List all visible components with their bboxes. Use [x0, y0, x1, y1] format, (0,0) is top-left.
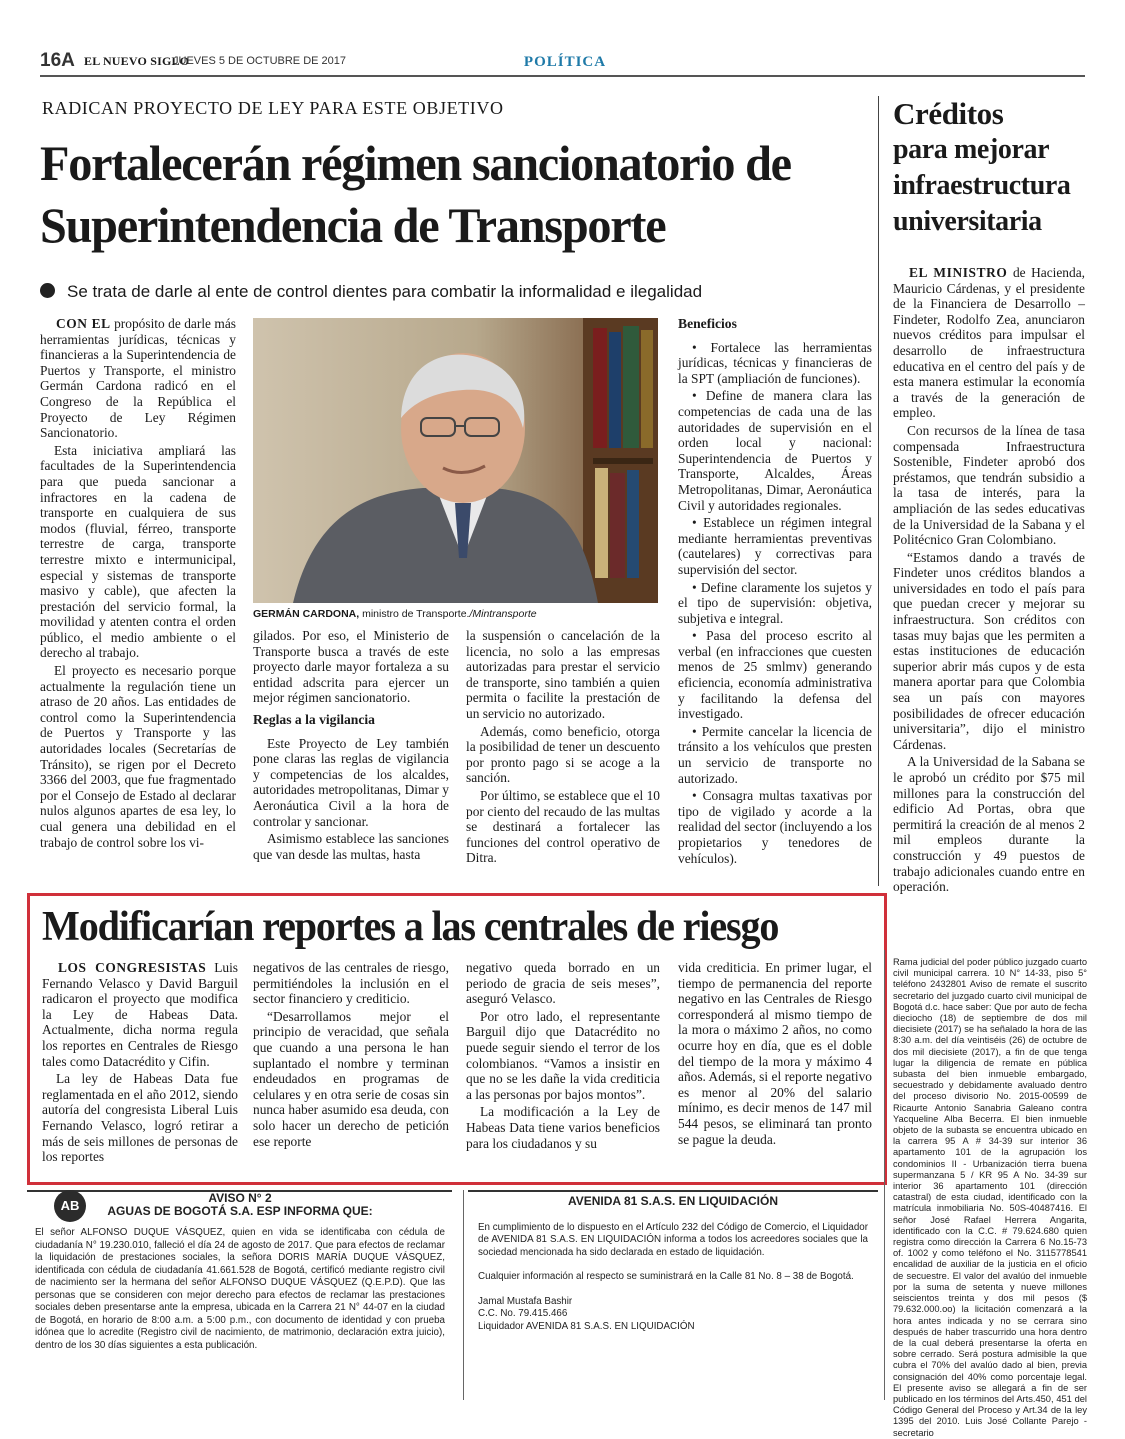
newspaper-name: EL NUEVO SIGLO	[84, 54, 190, 68]
ad-body: En cumplimiento de lo dispuesto en el Artículo 232 del Código de Comercio, el Liquidador de AVENIDA 81 S.A.S. EN LIQUIDACIÓN informa a todos los acreedores sociales que la sociedad mencionada ha sido declarada en estado de liquidación.	[478, 1221, 868, 1258]
paragraph: El proyecto es necesario porque actualmente la regulación tiene un atraso de 20 años. Las entidades de control como la Superintendencia de Puertos y Transporte y las autoridades locales (Secretarías de Tránsito), se rigen por el Decreto 3366 del 2003, que fue fragmentado por el Consejo de Estado al declarar nulos algunos apartes de esa ley, lo cual genera una debilidad en el trabajo de control sobre los vi-	[40, 663, 236, 850]
ad-title: AVISO N° 2	[208, 1191, 272, 1205]
section-label: POLÍTICA	[523, 54, 607, 70]
article-headline: Fortalecerán régimen sancionatorio de Superintendencia de Transporte	[40, 135, 791, 253]
bullet-dot-icon	[40, 283, 55, 298]
ad-body: El señor ALFONSO DUQUE VÁSQUEZ, quien en vida se identificaba con cédula de ciudadanía N° 19.230.010, falleció el día 24 de agosto de 2017. Que para efectos de reclamar la liquidación de prestaciones sociales, la señora DORIS MARÍA DUQUE VÁSQUEZ, identificada con cédula de ciudadanía 41.661.528 de Bogotá, certificó mediante registro civil de nacimiento ser la hermana del señor ALFONSO DUQUE VÁSQUEZ (Q.E.P.D). Que las personas que se consideren con mejor derecho para efectos de reclamar las prestaciones sociales deben presentarse ante la empresa, ubicada en la Carrera 21 N° 44-07 en la ciudad de Bogotá, en horario de 8:00 a.m. a 5:00 p.m., con documento de identidad y con prueba idónea que lo acredite (Registro civil de nacimiento, de matrimonio, declaración extra juicio), dentro de los 30 días siguientes a esta publicación.	[35, 1227, 445, 1351]
paragraph: Este Proyecto de Ley también pone claras las reglas de vigilancia y competencias de los alcaldes, autoridades metropolitanas, Dimar y Aeronáutica Civil a la hora de controlar y sancionar.	[253, 735, 449, 829]
article-kicker: RADICAN PROYECTO DE LEY PARA ESTE OBJETIVO	[42, 98, 504, 118]
paragraph: Con recursos de la línea de tasa compensada Infraestructura Sostenible, Findeter aprobó dos préstamos, que tendrán subsidio a la tasa de interés, para la ampliación de las sedes educativas de la Universidad de la Sabana y el Politécnico Gran Colombiano.	[893, 422, 1085, 548]
boxed-column-2	[253, 960, 449, 1151]
boxed-column-4	[678, 960, 872, 1149]
lead-words: CON EL	[56, 316, 111, 331]
paragraph: la suspensión o cancelación de la licencia, no solo a las empresas autorizadas para prestar el servicio de transporte, sino también a quien permita o facilite la prestación de un servicio no autorizado.	[466, 628, 660, 721]
ad-signature-id: C.C. No. 79.415.466	[478, 1308, 568, 1319]
ad-rule	[468, 1190, 878, 1192]
main-column-1	[40, 316, 236, 852]
photo-caption: GERMÁN CARDONA, ministro de Transporte./Mintransporte	[253, 608, 537, 620]
paragraph: negativos de las centrales de riesgo, permitiéndoles la inclusión en el sector financiero y crediticio.	[253, 960, 449, 1007]
paragraph: gilados. Por eso, el Ministerio de Transporte busca a través de este proyecto darle mayor fortaleza a su entidad adscrita para ejercer un mejor régimen sancionatorio.	[253, 628, 449, 706]
minister-photo-icon	[253, 318, 658, 603]
boxed-column-1	[42, 960, 238, 1167]
lead-words: EL MINISTRO	[909, 265, 1008, 280]
ad-aguas-de-bogota	[35, 1192, 445, 1352]
main-column-2	[253, 628, 449, 864]
issue-date: JUEVES 5 DE OCTUBRE DE 2017	[173, 55, 347, 67]
ad-subtitle: AGUAS DE BOGOTÁ S.A. ESP INFORMA QUE:	[107, 1203, 373, 1218]
paragraph: “Desarrollamos mejor el principio de veracidad, que señala que cuando a una persona le han suplantado el nombre y terminan endeudados en programas de celulares y en otra serie de cosas sin nunca haber asumido esa deuda, con solo hacer un derecho de petición ese reporte	[253, 1008, 449, 1149]
main-column-3	[466, 628, 660, 868]
paragraph: EL MINISTRO de Hacienda, Mauricio Cárdenas, y el presidente de la Financiera de Desarrollo – Findeter, Rodolfo Zea, anunciaron nuevos créditos para impulsar el desarrollo de infraestructura educativa en el centro del país y de esta manera estimular la economía a través de la generación de empleo.	[893, 265, 1085, 421]
paragraph: CON EL propósito de darle más herramientas jurídicas, técnicas y financieras a la Superintendencia de Puertos y Transporte, el ministro Germán Cardona radicó en el Congreso de la República el Proyecto de Ley Régimen Sancionatorio.	[40, 316, 236, 441]
paragraph: LOS CONGRESISTAS Luis Fernando Velasco y David Barguil radicaron el proyecto que modifica la Ley de Habeas Data. Actualmente, dicha norma regula los reportes en Centrales de Riesgo tales como Datacrédito y Cifin.	[42, 960, 238, 1069]
bullet-item: • Pasa del proceso escrito al verbal (en infracciones que cuesten menos de 25 smlmv) generando eficiencia, economía administrativa y facilitando la defensa del investigado.	[678, 628, 872, 722]
paragraph: vida crediticia. En primer lugar, el tiempo de permanencia del reporte negativo en las Centrales de Riesgo corresponderá al mismo tiempo de la mora o máximo 2 años, no como ocurre hoy en día, que es el doble del tiempo de la mora y máximo 4 años. Además, si el reporte negativo es menor al 20% del salario mínimo, es decir menos de 147 mil 544 pesos, se eliminará tan pronto se pague la deuda.	[678, 960, 872, 1147]
article-photo	[253, 318, 658, 603]
page-number: 16A	[40, 50, 75, 71]
paragraph: Además, como beneficio, otorga la posibilidad de tener un descuento por pronto pago si se acoge a la sanción.	[466, 723, 660, 786]
paragraph: negativo queda borrado en un periodo de gracia de seis meses”, aseguró Velasco.	[466, 960, 660, 1007]
boxed-article-headline: Modificarían reportes a las centrales de riesgo	[42, 904, 779, 950]
ad-avenida-81	[478, 1195, 868, 1333]
column-divider	[884, 950, 885, 1400]
section-subtitle: Reglas a la vigilancia	[253, 711, 375, 727]
bullet-item: • Consagra multas taxativas por tipo de vigilado y acorde a la realidad del sector (incluyendo a los propietarios y tenedores de vehículos).	[678, 788, 872, 866]
paragraph: Esta iniciativa ampliará las facultades de la Superintendencia para que pueda sancionar a infractores en la cadena de transporte en cualquiera de sus modos (fluvial, férreo, transporte terrestre de carga, transporte terrestre mixto e intermunicipal, especial y sistemas de transporte masivo y cable), que afecten la prestación del servicio formal, la movilidad y atenten contra el orden público, el medio ambiente o el derecho al trabajo.	[40, 442, 236, 661]
bullet-item: • Permite cancelar la licencia de tránsito a los vehículos que presten un servicio de transporte no autorizado.	[678, 723, 872, 786]
paragraph: A la Universidad de la Sabana se le aprobó un crédito por $75 mil millones para la construcción del edificio Ad Portas, obra que permitirá la creación de al menos 2 mil empleos durante la construcción y 49 puestos de trabajo adicionales cuando entre en operación.	[893, 754, 1085, 895]
column-divider	[878, 96, 879, 886]
ad-signature-name: Jamal Mustafa Bashir	[478, 1295, 573, 1307]
bullet-item: • Define claramente los sujetos y el tipo de supervisión: objetiva, subjetiva e integral.	[678, 579, 872, 626]
subhead-text: Se trata de darle al ente de control dientes para combatir la informalidad e ilegalidad	[67, 282, 703, 301]
header-rule	[40, 75, 1085, 77]
side-headline	[893, 96, 1093, 240]
paragraph: Asimismo establece las sanciones que van desde las multas, hasta	[253, 831, 449, 862]
bullet-item: • Establece un régimen integral mediante herramientas preventivas (cautelares) y correctivas para supervisión del sector.	[678, 515, 872, 577]
ad-signature-role: Liquidador AVENIDA 81 S.A.S. EN LIQUIDACIÓN	[478, 1320, 695, 1332]
paragraph: Por último, se establece que el 10 por ciento del recaudo de las multas se destinará a fortalecer las funciones del control operativo de Ditra.	[466, 787, 660, 866]
paragraph: “Estamos dando a través de Findeter unos créditos blandos a universidades en todo el país para que puedan crecer y mejorar su infraestructura. Son créditos con tasas muy bajas que les permiten a estas instituciones de educación superior abrir más cupos y de esta manera aportar para que Colombia sea un país con mayores posibilidades de ofrecer educación universitaria”, dijo el ministro Cárdenas.	[893, 549, 1085, 752]
bullet-item: • Fortalece las herramientas jurídicas, técnicas y financieras de la SPT (ampliación de funciones).	[678, 339, 872, 386]
column-divider	[463, 1190, 464, 1400]
side-article-body	[893, 265, 1085, 897]
ad-body: Cualquier información al respecto se suministrará en la Calle 81 No. 8 – 38 de Bogotá.	[478, 1271, 854, 1282]
boxed-column-3	[466, 960, 660, 1153]
paragraph: La modificación a la Ley de Habeas Data tiene varios beneficios para los ciudadanos y su	[466, 1104, 660, 1151]
ad-title: AVENIDA 81 S.A.S. EN LIQUIDACIÓN	[567, 1194, 779, 1208]
lead-words: LOS CONGRESISTAS	[58, 960, 207, 975]
paragraph: La ley de Habeas Data fue reglamentada en el año 2012, siendo autoría del congresista Liberal Luis Fernando Velasco, logró retirar a más de seis millones de personas de los reportes	[42, 1071, 238, 1165]
side-headline-line2: para mejorar infraestructura universitaria	[893, 134, 1071, 237]
article-subhead	[40, 282, 840, 302]
section-subtitle: Beneficios	[678, 316, 737, 331]
paragraph: Por otro lado, el representante Barguil dijo que Datacrédito no puede seguir siendo el terror de los colombianos. “Vamos a insistir en que no se les dañe la vida crediticia a las personas por bajos montos”.	[466, 1008, 660, 1102]
main-column-4	[678, 316, 872, 868]
side-headline-line1: Créditos	[893, 96, 1004, 131]
bullet-item: • Define de manera clara las competencias de cada una de las autoridades de supervisión en el orden local y nacional: Superintendencia de Puertos y Transporte, Alcaldes, Áreas Metropolitanas, Dimar, Aeronáutica Civil y autoridades regionales.	[678, 388, 872, 513]
aguas-de-bogota-logo: AB	[54, 1190, 86, 1222]
legal-notice: Rama judicial del poder público juzgado cuarto civil municipal carrera. 10 N° 14-33, piso 5° teléfono 2432801 Aviso de remate el suscrito secretario del juzgado cuarto civil municipal de Bogotá d.c. hace saber: Que por auto de fecha dieciocho (18) de septiembre de dos mil diecisiete (2017) se ha señalado la hora de las 8:30 a.m. del día veintiséis (26) de octubre de dos mil diecisiete (2017), a fin de que tenga lugar la diligencia de remate en pública subasta del bien inmueble embargado, secuestrado y debidamente avaluado dentro del proceso divisorio No. 2015-00599 de Ricaurte Antonio Sanabria Galeano contra Yacqueline Alba Becerra. El bien inmueble objeto de la subasta se encuentra ubicado en la carrera 95 A # 34-39 sur interior 36 apartamento 101 de la agrupación los condominios II - Urbanización tierra buena supermanzana 5 / KR 95 A No. 34-39 sur interior 36 apartamento 101 (dirección catastral) de esta ciudad, identificado con la matrícula inmobiliaria No. 50S-40487416. El señor José Rafael Herrera Angarita, identificado con la C.C. # 79.624.680 quien registra como dirección la Carrera 6 No.15-73 of. 1002 y como teléfono el No. 3115778541 encalidad de auxiliar de la justicia en el oficio de secuestre. El valor del avalúo del inmueble por la suma de setenta y nueve millones seiscientos treinta y dos mil pesos ($ 79.632.000.oo) la licitación comenzará a la hora antes indicada y no se cerrara sino después de haber trascurrido una hora dentro de la cual deberá presentarse la oferta en sobre cerrado. Será postura admisible la que cubra el 70% del avalúo dado al bien, previa consignación del 40% como porcentaje legal. El presente aviso se allegará a fin de ser publicado en los términos del Arts.450, 451 del Código General del Proceso y Art.34 de la ley 1395 del 2010. Luis José Collante Parejo - secretario	[893, 957, 1087, 1438]
